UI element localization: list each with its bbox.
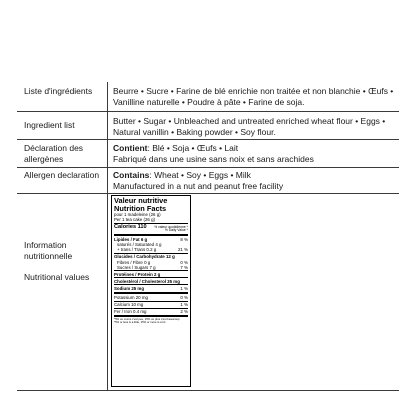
nf-protein: Protéines / Protein 2 g: [114, 271, 161, 277]
ingredients-en-text: Butter • Sugar • Unbleached and untreated enriched wheat flour • Eggs • Natural vanillin • Baking powder • Soy flour.: [113, 116, 386, 137]
nf-potassium-dv: 0 %: [180, 294, 188, 300]
nf-footnote-fr: *5% ou moins c'est peu, 15% ou plus c'est beaucoup: [114, 317, 180, 322]
allergens-fr-contains-prefix: Contient: [113, 143, 148, 153]
ingredients-fr-label: Liste d'ingrédients: [24, 86, 93, 96]
nutrition-fr-label: Information nutritionnelle: [24, 240, 73, 261]
nf-sodium-dv: 1 %: [180, 285, 188, 291]
allergens-en-contains: [113, 170, 401, 181]
allergens-en-contains-text: : Wheat • Soy • Eggs • Milk: [149, 170, 251, 180]
nf-calcium-dv: 1 %: [180, 301, 188, 307]
allergens-fr-label: Déclaration des allergènes: [24, 143, 84, 164]
allergens-fr-note: Fabriqué dans une usine sans noix et sans arachides: [113, 154, 314, 164]
allergens-fr-contains-text: : Blé • Soja • Œufs • Lait: [147, 143, 239, 153]
nf-saturated: saturés / Saturated 4 g: [117, 242, 162, 248]
nf-calories: Calories 110: [114, 223, 147, 230]
nf-footnote-en: *5% or less is a little, 15% or more is a lot: [114, 320, 166, 325]
nf-sodium: Sodium 25 mg: [114, 285, 145, 291]
nf-cholesterol: Cholestérol / Cholesterol 35 mg: [114, 278, 180, 284]
nf-fibre: Fibres / Fibre 0 g: [117, 259, 151, 265]
nf-title-en: Nutrition Facts: [114, 203, 167, 213]
column-divider: [107, 82, 108, 390]
row-divider: [17, 390, 399, 391]
nf-carbohydrate: Glucides / Carbohydrate 12 g: [114, 254, 175, 260]
row-divider: [17, 167, 399, 168]
nf-sat-trans-dv: 21 %: [177, 247, 188, 253]
nf-iron-dv: 2 %: [180, 308, 188, 314]
nf-potassium: Potassium 20 mg: [114, 294, 148, 300]
nf-fat: Lipides / Fat 6 g: [114, 236, 148, 242]
row-divider: [17, 139, 399, 140]
row-divider: [17, 193, 399, 194]
nf-sugars-dv: 7 %: [180, 264, 188, 270]
nf-fibre-dv: 0 %: [180, 259, 188, 265]
nf-title-fr: Valeur nutritive: [114, 196, 168, 205]
nf-trans: + trans / Trans 0.2 g: [117, 247, 157, 253]
ingredients-fr-text: Beurre • Sucre • Farine de blé enrichie non traitée et non blanchie • Œufs • Vanilline naturelle • Poudre à pâte • Farine de soja.: [113, 86, 394, 107]
allergens-en-contains-prefix: Contains: [113, 170, 150, 180]
nutrition-en-label: Nutritional values: [24, 272, 90, 282]
nf-serving-en: Per 1 tea cake (26 g): [114, 217, 156, 223]
nf-dv-header-fr: % valeur quotidienne *: [154, 224, 188, 229]
nf-dv-header-en: % Daily Value *: [164, 228, 188, 233]
nutrition-facts-panel: [111, 195, 191, 387]
nf-fat-dv: 8 %: [180, 236, 188, 242]
nf-sugars: Sucres / Sugars 7 g: [117, 264, 156, 270]
nf-serving-fr: pour 1 madeleine (26 g): [114, 212, 161, 218]
allergens-en-note: Manufactured in a nut and peanut free facility: [113, 181, 284, 191]
nf-iron: Fer / Iron 0.4 mg: [114, 308, 147, 314]
allergens-en-label: Allergen declaration: [24, 170, 100, 180]
nf-calcium: Calcium 10 mg: [114, 301, 144, 307]
allergens-fr-contains: [113, 143, 401, 154]
ingredients-en-label: Ingredient list: [24, 120, 75, 130]
row-divider: [17, 111, 399, 112]
